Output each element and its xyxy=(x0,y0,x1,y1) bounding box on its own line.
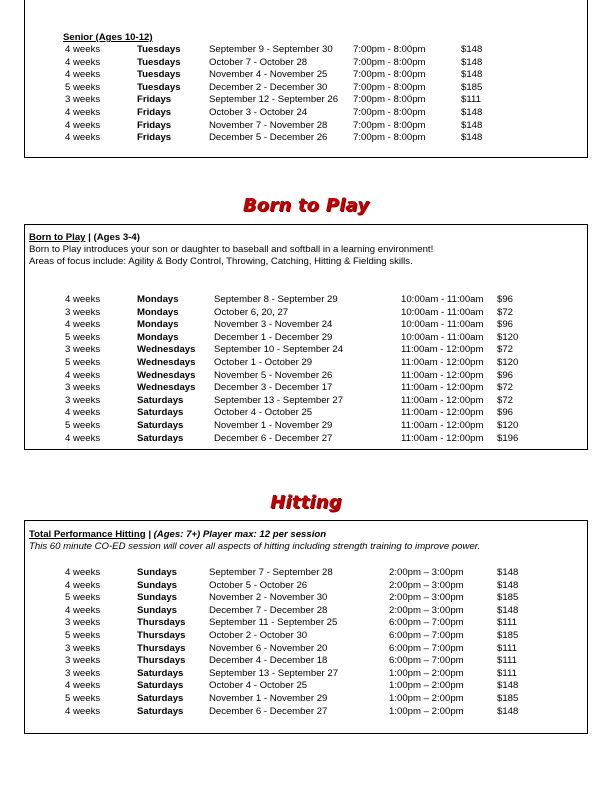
schedule-row xyxy=(25,382,589,395)
schedule-dates: October 4 - October 25 xyxy=(209,680,308,692)
born-to-play-heading xyxy=(29,232,140,243)
schedule-row xyxy=(25,44,589,57)
schedule-price: $96 xyxy=(497,294,514,305)
schedule-time: 6:00pm – 7:00pm xyxy=(389,617,464,629)
schedule-dates: September 12 - September 26 xyxy=(209,94,339,106)
schedule-price: $120 xyxy=(497,419,519,431)
schedule-weeks: 5 weeks xyxy=(65,331,101,343)
schedule-row xyxy=(25,420,589,433)
schedule-row xyxy=(25,655,589,668)
schedule-row xyxy=(25,120,589,133)
schedule-day: Fridays xyxy=(137,119,172,131)
schedule-weeks: 5 weeks xyxy=(65,81,101,93)
hitting-section xyxy=(24,520,588,734)
schedule-row xyxy=(25,69,589,82)
schedule-day: Saturdays xyxy=(137,705,184,717)
schedule-time: 7:00pm - 8:00pm xyxy=(353,94,426,106)
schedule-day: Tuesdays xyxy=(137,44,181,55)
schedule-dates: December 4 - December 18 xyxy=(209,655,328,667)
schedule-weeks: 4 weeks xyxy=(65,680,101,692)
schedule-weeks: 5 weeks xyxy=(65,692,101,704)
hitting-heading xyxy=(29,529,326,540)
schedule-price: $96 xyxy=(497,319,514,331)
schedule-dates: November 2 - November 30 xyxy=(209,592,328,604)
schedule-price: $148 xyxy=(461,56,483,68)
born-to-play-description-1: Born to Play introduces your son or daughter to baseball and softball in a learning environment! xyxy=(29,244,434,255)
schedule-row xyxy=(25,668,589,681)
schedule-weeks: 3 weeks xyxy=(65,655,101,667)
schedule-dates: November 1 - November 29 xyxy=(214,419,333,431)
schedule-weeks: 4 weeks xyxy=(65,106,101,118)
schedule-price: $120 xyxy=(497,331,519,343)
schedule-day: Fridays xyxy=(137,94,172,106)
schedule-price: $185 xyxy=(497,592,519,604)
schedule-price: $148 xyxy=(461,69,483,81)
schedule-price: $148 xyxy=(461,44,483,55)
schedule-dates: December 6 - December 27 xyxy=(209,705,328,717)
schedule-time: 7:00pm - 8:00pm xyxy=(353,81,426,93)
schedule-weeks: 4 weeks xyxy=(65,119,101,131)
schedule-dates: September 13 - September 27 xyxy=(214,394,344,406)
schedule-dates: November 5 - November 26 xyxy=(214,369,333,381)
schedule-time: 7:00pm - 8:00pm xyxy=(353,119,426,131)
senior-section xyxy=(24,0,588,158)
schedule-weeks: 5 weeks xyxy=(65,356,101,368)
schedule-time: 1:00pm – 2:00pm xyxy=(389,667,464,679)
schedule-time: 6:00pm – 7:00pm xyxy=(389,642,464,654)
schedule-dates: October 3 - October 24 xyxy=(209,106,308,118)
schedule-time: 1:00pm – 2:00pm xyxy=(389,680,464,692)
schedule-time: 2:00pm – 3:00pm xyxy=(389,604,464,616)
schedule-row xyxy=(25,57,589,70)
hitting-heading-name: Total Performance Hitting xyxy=(29,529,146,540)
schedule-weeks: 4 weeks xyxy=(65,579,101,591)
schedule-price: $148 xyxy=(461,132,483,144)
schedule-row xyxy=(25,433,589,446)
schedule-weeks: 3 weeks xyxy=(65,617,101,629)
schedule-row xyxy=(25,580,589,593)
schedule-dates: December 3 - December 17 xyxy=(214,382,333,394)
schedule-dates: October 7 - October 28 xyxy=(209,56,308,68)
schedule-time: 7:00pm - 8:00pm xyxy=(353,69,426,81)
schedule-price: $72 xyxy=(497,306,514,318)
schedule-weeks: 4 weeks xyxy=(65,407,101,419)
schedule-price: $185 xyxy=(497,692,519,704)
schedule-weeks: 3 weeks xyxy=(65,382,101,394)
schedule-price: $72 xyxy=(497,344,514,356)
schedule-time: 11:00am - 12:00pm xyxy=(401,369,484,381)
born-to-play-section xyxy=(24,224,588,450)
schedule-price: $148 xyxy=(461,106,483,118)
schedule-dates: December 1 - December 29 xyxy=(214,331,333,343)
schedule-day: Wednesdays xyxy=(137,344,196,356)
schedule-time: 7:00pm - 8:00pm xyxy=(353,106,426,118)
schedule-weeks: 4 weeks xyxy=(65,369,101,381)
schedule-row xyxy=(25,617,589,630)
schedule-price: $72 xyxy=(497,394,514,406)
schedule-time: 11:00am - 12:00pm xyxy=(401,382,484,394)
schedule-day: Saturdays xyxy=(137,432,184,444)
schedule-time: 11:00am - 12:00pm xyxy=(401,407,484,419)
schedule-row xyxy=(25,294,589,307)
schedule-day: Fridays xyxy=(137,106,172,118)
schedule-weeks: 4 weeks xyxy=(65,56,101,68)
schedule-row xyxy=(25,567,589,580)
hitting-schedule xyxy=(25,567,589,718)
schedule-day: Sundays xyxy=(137,579,177,591)
born-to-play-title: Born to Play xyxy=(242,195,370,216)
schedule-time: 11:00am - 12:00pm xyxy=(401,344,484,356)
schedule-dates: September 8 - September 29 xyxy=(214,294,338,305)
schedule-dates: September 7 - September 28 xyxy=(209,567,333,578)
schedule-price: $148 xyxy=(497,680,519,692)
schedule-time: 6:00pm – 7:00pm xyxy=(389,655,464,667)
schedule-dates: November 7 - November 28 xyxy=(209,119,328,131)
schedule-price: $148 xyxy=(497,705,519,717)
schedule-weeks: 4 weeks xyxy=(65,69,101,81)
schedule-weeks: 4 weeks xyxy=(65,132,101,144)
schedule-dates: September 9 - September 30 xyxy=(209,44,333,55)
schedule-row xyxy=(25,82,589,95)
schedule-dates: October 4 - October 25 xyxy=(214,407,313,419)
schedule-time: 2:00pm – 3:00pm xyxy=(389,592,464,604)
schedule-price: $185 xyxy=(461,81,483,93)
schedule-weeks: 4 weeks xyxy=(65,319,101,331)
schedule-weeks: 3 weeks xyxy=(65,306,101,318)
hitting-description: This 60 minute CO-ED session will cover all aspects of hitting including strength training to improve power. xyxy=(29,541,481,552)
schedule-weeks: 4 weeks xyxy=(65,705,101,717)
schedule-price: $111 xyxy=(497,655,517,667)
schedule-weeks: 3 weeks xyxy=(65,667,101,679)
schedule-dates: September 10 - September 24 xyxy=(214,344,344,356)
schedule-row xyxy=(25,643,589,656)
schedule-dates: November 3 - November 24 xyxy=(214,319,333,331)
schedule-day: Tuesdays xyxy=(137,56,181,68)
schedule-price: $148 xyxy=(497,567,519,578)
schedule-row xyxy=(25,357,589,370)
schedule-row xyxy=(25,319,589,332)
born-to-play-description-2: Areas of focus include: Agility & Body Control, Throwing, Catching, Hitting & Fielding skills. xyxy=(29,256,413,267)
hitting-title: Hitting xyxy=(270,492,342,513)
schedule-time: 2:00pm – 3:00pm xyxy=(389,579,464,591)
schedule-time: 2:00pm – 3:00pm xyxy=(389,567,464,578)
schedule-price: $120 xyxy=(497,356,519,368)
born-to-play-schedule xyxy=(25,294,589,445)
schedule-day: Thursdays xyxy=(137,655,186,667)
schedule-row xyxy=(25,107,589,120)
schedule-price: $111 xyxy=(461,94,481,106)
schedule-day: Tuesdays xyxy=(137,81,181,93)
schedule-row xyxy=(25,344,589,357)
schedule-day: Thursdays xyxy=(137,617,186,629)
schedule-row xyxy=(25,605,589,618)
schedule-time: 11:00am - 12:00pm xyxy=(401,419,484,431)
schedule-row xyxy=(25,94,589,107)
schedule-day: Saturdays xyxy=(137,394,184,406)
schedule-dates: December 2 - December 30 xyxy=(209,81,328,93)
schedule-day: Saturdays xyxy=(137,680,184,692)
schedule-weeks: 4 weeks xyxy=(65,567,101,578)
schedule-row xyxy=(25,307,589,320)
schedule-time: 10:00am - 11:00am xyxy=(401,294,484,305)
schedule-weeks: 4 weeks xyxy=(65,432,101,444)
schedule-row xyxy=(25,706,589,719)
schedule-time: 7:00pm - 8:00pm xyxy=(353,132,426,144)
schedule-row xyxy=(25,332,589,345)
schedule-day: Sundays xyxy=(137,592,177,604)
schedule-weeks: 3 weeks xyxy=(65,94,101,106)
schedule-price: $111 xyxy=(497,642,517,654)
schedule-price: $111 xyxy=(497,617,517,629)
schedule-weeks: 5 weeks xyxy=(65,419,101,431)
schedule-price: $148 xyxy=(497,579,519,591)
schedule-time: 11:00am - 12:00pm xyxy=(401,432,484,444)
born-to-play-heading-ages: | (Ages 3-4) xyxy=(85,232,140,243)
schedule-time: 7:00pm - 8:00pm xyxy=(353,44,426,55)
schedule-row xyxy=(25,592,589,605)
schedule-day: Fridays xyxy=(137,132,172,144)
schedule-price: $185 xyxy=(497,629,519,641)
schedule-weeks: 5 weeks xyxy=(65,592,101,604)
schedule-time: 11:00am - 12:00pm xyxy=(401,394,484,406)
senior-heading xyxy=(63,32,153,43)
schedule-price: $96 xyxy=(497,407,514,419)
schedule-weeks: 4 weeks xyxy=(65,604,101,616)
schedule-price: $148 xyxy=(497,604,519,616)
schedule-day: Wednesdays xyxy=(137,382,196,394)
schedule-dates: November 6 - November 20 xyxy=(209,642,328,654)
schedule-dates: October 2 - October 30 xyxy=(209,629,308,641)
born-to-play-heading-name: Born to Play xyxy=(29,232,86,243)
schedule-price: $96 xyxy=(497,369,514,381)
schedule-row xyxy=(25,407,589,420)
schedule-weeks: 3 weeks xyxy=(65,642,101,654)
schedule-row xyxy=(25,395,589,408)
schedule-time: 1:00pm – 2:00pm xyxy=(389,692,464,704)
schedule-dates: December 6 - December 27 xyxy=(214,432,333,444)
schedule-row xyxy=(25,132,589,145)
schedule-weeks: 4 weeks xyxy=(65,44,101,55)
schedule-day: Saturdays xyxy=(137,419,184,431)
schedule-price: $148 xyxy=(461,119,483,131)
schedule-day: Tuesdays xyxy=(137,69,181,81)
schedule-dates: October 6, 20, 27 xyxy=(214,306,289,318)
schedule-day: Mondays xyxy=(137,306,179,318)
schedule-price: $196 xyxy=(497,432,519,444)
schedule-price: $72 xyxy=(497,382,514,394)
schedule-day: Sundays xyxy=(137,604,177,616)
schedule-dates: October 5 - October 26 xyxy=(209,579,308,591)
schedule-day: Mondays xyxy=(137,294,179,305)
schedule-day: Sundays xyxy=(137,567,177,578)
schedule-day: Wednesdays xyxy=(137,356,196,368)
schedule-day: Saturdays xyxy=(137,407,184,419)
schedule-time: 10:00am - 11:00am xyxy=(401,306,484,318)
senior-heading-text: Senior (Ages 10-12) xyxy=(63,32,153,43)
schedule-time: 10:00am - 11:00am xyxy=(401,331,484,343)
schedule-time: 7:00pm - 8:00pm xyxy=(353,56,426,68)
senior-schedule xyxy=(25,44,589,145)
schedule-day: Mondays xyxy=(137,319,179,331)
schedule-weeks: 3 weeks xyxy=(65,394,101,406)
schedule-dates: September 11 - September 25 xyxy=(209,617,338,629)
hitting-heading-details: | (Ages: 7+) Player max: 12 per session xyxy=(145,529,327,540)
schedule-dates: September 13 - September 27 xyxy=(209,667,339,679)
schedule-time: 6:00pm – 7:00pm xyxy=(389,629,464,641)
schedule-dates: November 1 - November 29 xyxy=(209,692,328,704)
schedule-dates: November 4 - November 25 xyxy=(209,69,328,81)
schedule-dates: October 1 - October 29 xyxy=(214,356,313,368)
schedule-day: Wednesdays xyxy=(137,369,196,381)
schedule-time: 11:00am - 12:00pm xyxy=(401,356,484,368)
schedule-time: 1:00pm – 2:00pm xyxy=(389,705,464,717)
schedule-day: Thursdays xyxy=(137,629,186,641)
schedule-row xyxy=(25,680,589,693)
schedule-dates: December 7 - December 28 xyxy=(209,604,328,616)
schedule-weeks: 5 weeks xyxy=(65,629,101,641)
schedule-weeks: 3 weeks xyxy=(65,344,101,356)
schedule-price: $111 xyxy=(497,667,517,679)
schedule-row xyxy=(25,693,589,706)
schedule-day: Saturdays xyxy=(137,667,184,679)
schedule-row xyxy=(25,630,589,643)
schedule-day: Saturdays xyxy=(137,692,184,704)
schedule-time: 10:00am - 11:00am xyxy=(401,319,484,331)
schedule-dates: December 5 - December 26 xyxy=(209,132,328,144)
schedule-day: Thursdays xyxy=(137,642,186,654)
schedule-row xyxy=(25,370,589,383)
schedule-weeks: 4 weeks xyxy=(65,294,101,305)
schedule-day: Mondays xyxy=(137,331,179,343)
